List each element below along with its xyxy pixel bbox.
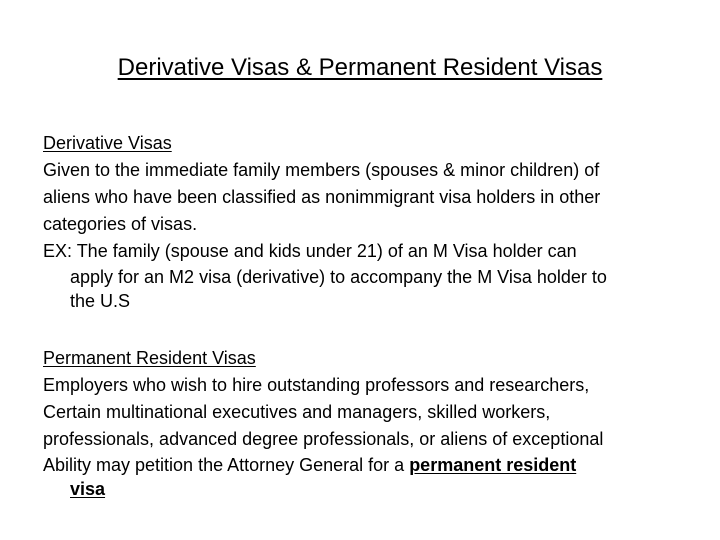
permanent-line: Employers who wish to hire outstanding professors and researchers, [43, 375, 590, 395]
derivative-visas-section [43, 130, 703, 313]
permanent-last-line [43, 453, 703, 477]
derivative-example-line: the U.S [70, 291, 131, 311]
permanent-resident-emphasis-visa: visa [70, 479, 106, 499]
derivative-example-line: apply for an M2 visa (derivative) to accompany the M Visa holder to [70, 267, 607, 287]
permanent-line: professionals, advanced degree professionals, or aliens of exceptional [43, 429, 604, 449]
derivative-line: categories of visas. [43, 214, 198, 234]
derivative-example-line: EX: The family (spouse and kids under 21) of an M Visa holder can [43, 241, 577, 261]
slide-title: Derivative Visas & Permanent Resident Visas [117, 54, 603, 81]
derivative-line: Given to the immediate family members (spouses & minor children) of [43, 160, 600, 180]
permanent-line: Certain multinational executives and managers, skilled workers, [43, 402, 551, 422]
permanent-resident-emphasis: permanent resident [409, 455, 577, 475]
permanent-resident-section [43, 345, 703, 501]
derivative-line: aliens who have been classified as nonimmigrant visa holders in other [43, 187, 601, 207]
permanent-last-line-prefix: Ability may petition the Attorney General for a [43, 455, 410, 475]
derivative-visas-heading: Derivative Visas [43, 133, 172, 153]
permanent-emphasis-continuation [43, 477, 703, 501]
permanent-resident-heading: Permanent Resident Visas [43, 348, 256, 368]
